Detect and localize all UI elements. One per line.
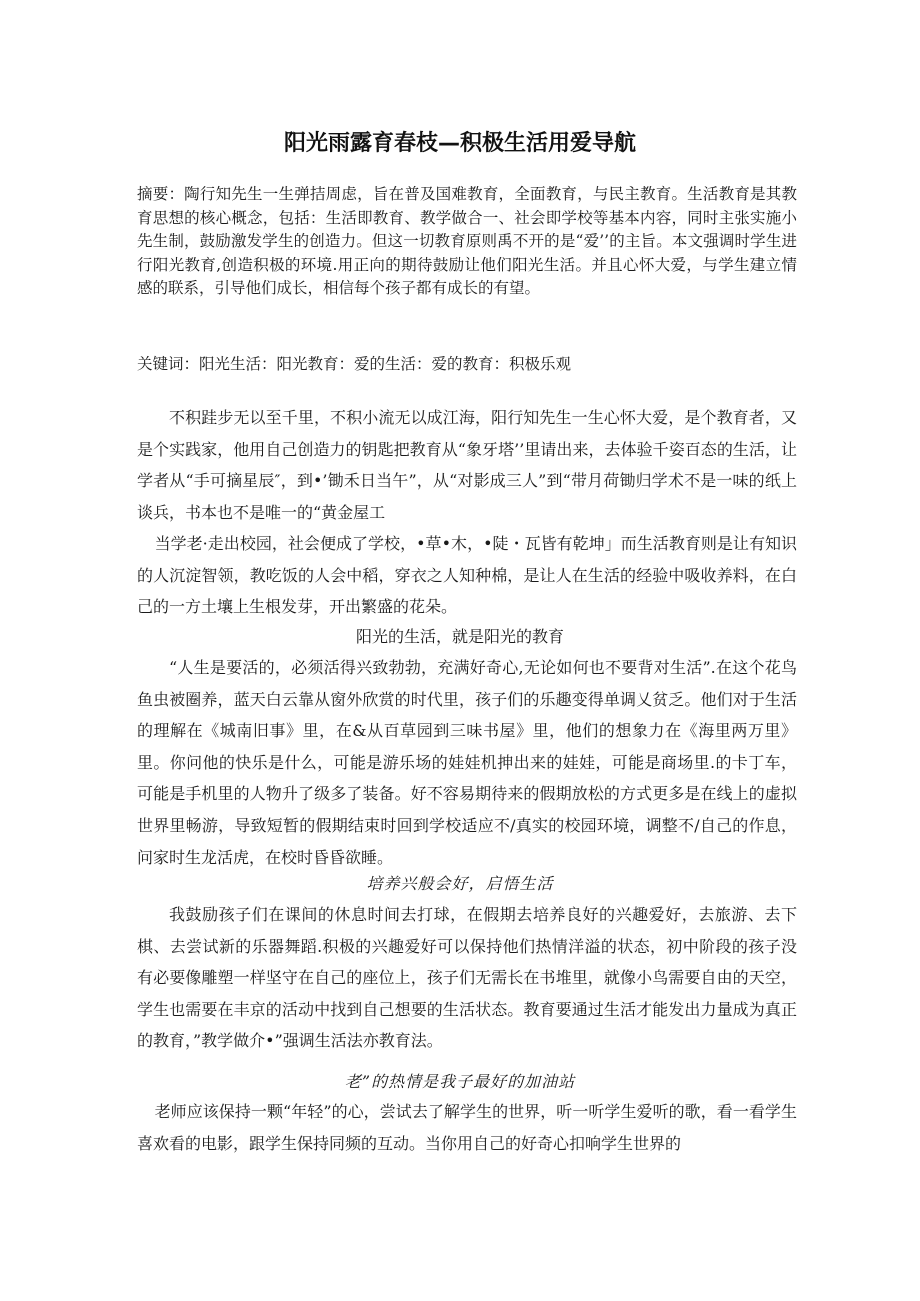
document-title: 阳光雨露育春枝—积极生活用爱导航 xyxy=(283,131,636,156)
section-2-paragraph: 我鼓励孩子们在课间的休息时间去打球，在假期去培养良好的兴趣爱好，去旅游、去下棋、去尝试新的乐器舞蹈.积极的兴趣爱好可以保持他们热情洋溢的状态，初中阶段的孩子没有必要像雕塑一样坚守在自己的座位上，孩子们无需长在书堆里，就像小鸟需要自由的天空，学生也需要在丰京的活动中找到自己想要的生活状态。教育要通过生活才能发出力量成为真正的教育，”教学做介•”强调生活法亦教育法。 xyxy=(137,905,797,1051)
section-1-paragraph: “人生是要活的，必须活得兴致勃勃，充满好奇心,无论如何也不要背对生活”.在这个花鸟鱼虫被圈养，蓝天白云靠从窗外欣赏的时代里，孩子们的乐趣变得单调乂贫乏。他们对于生活的理解在《城南旧事》里，在&从百草园到三味书屋》里，他们的想象力在《海里两万里》里。你问他的快乐是什么，可能是游乐场的娃娃机抻出来的娃娃，可能是商场里.的卡丁车，可能是手机里的人物升了级多了装备。好不容易期待来的假期放松的方式更多是在线上的虚拟世界里畅游，导致短暂的假期结束时回到学校适应不/真实的校园环境，调整不/自己的作息，问家时生龙活虎，在校时昏昏欲睡。 xyxy=(137,658,797,867)
intro-paragraph-1: 不积跬步无以至千里，不积小流无以成江海，阳行知先生一生心怀大爱，是个教育者，又是个实践家，他用自己创造力的钥匙把教育从“象牙塔’’里请出来，去体验千姿百态的生活，让学者从“手可摘星辰″，到•’锄禾日当午”，从“对影成三人”到“带月荷锄归学术不是一味的纸上谈兵，书本也不是唯一的“黄金屋工 xyxy=(137,408,797,522)
keywords-line: 关键词：阳光生活：阳光教育：爱的生活：爱的教育：积极乐观 xyxy=(137,355,572,373)
intro-paragraph-2: 当学老·走出校园，社会便成了学校，•草•木，•陡・瓦皆有乾坤」而生活教育则是让有知识的人沉淀智领，教吃饭的人会中稻，穿衣之人知种棉，是让人在生活的经验中吸收养料，在白己的一方土壤上生根发芽，开出繁盛的花朵。 xyxy=(137,534,797,617)
section-heading-sunny-life: 阳光的生活，就是阳光的教育 xyxy=(355,627,564,646)
section-heading-teacher-passion: 老”的热情是我子最好的加油站 xyxy=(344,1072,576,1091)
section-3-paragraph: 老师应该保持一颗“年轻”的心，尝试去了解学生的世界，听一听学生爱听的歌，看一看学生喜欢看的电影，跟学生保持同频的互动。当你用自己的好奇心扣响学生世界的 xyxy=(137,1102,797,1153)
section-heading-hobbies: 培养兴般会好，启悟生活 xyxy=(366,874,554,893)
abstract-paragraph: 摘要：陶行知先生一生弹拮周虑，旨在普及国难教育，全面教育，与民主教育。生活教育是其教育思想的核心概念，包括：生活即教育、教学做合一、社会即学校等基本内容，同时主张实施小先生制，鼓励激发学生的创造力。但这一切教育原则禹不开的是“爱’’的主旨。本文强调时学生进行阳光教育,创造积极的环境.用正向的期待鼓励让他们阳光生活。并且心怀大爱，与学生建立情感的联系，引导他们成长，相信每个孩子都有成长的有望。 xyxy=(137,185,797,298)
